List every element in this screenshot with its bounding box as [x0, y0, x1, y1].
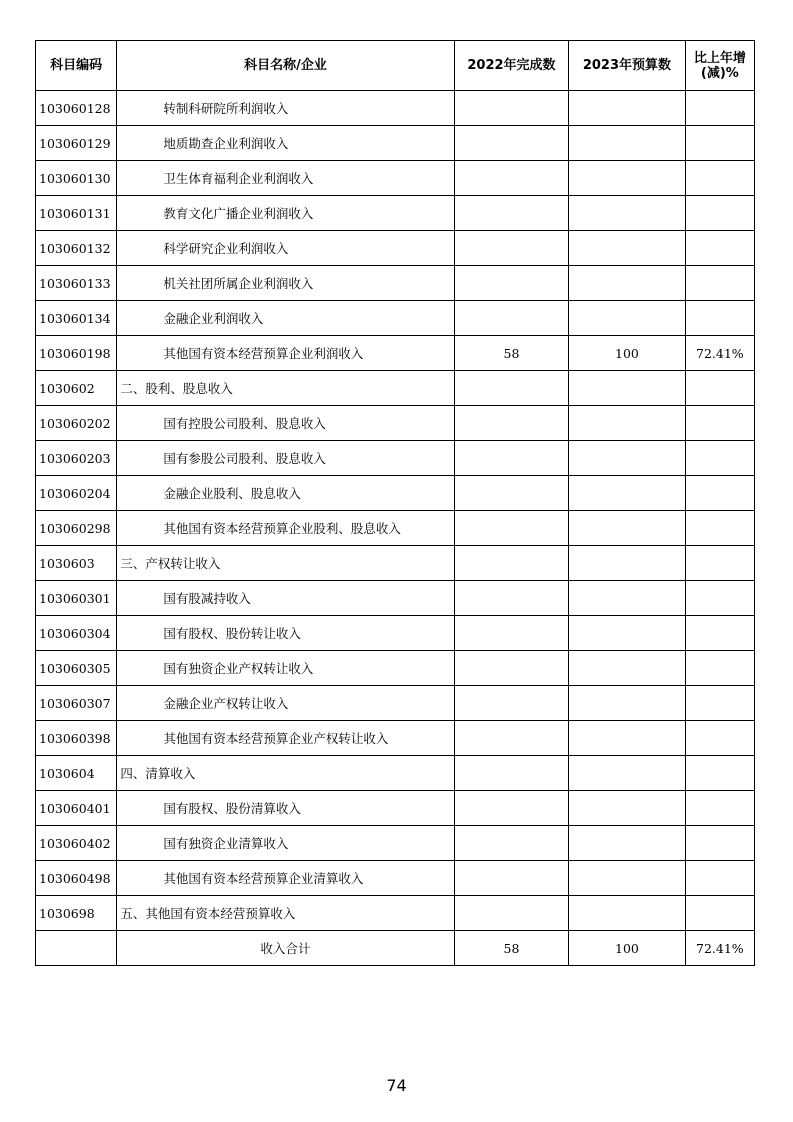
value-change-percent: [685, 581, 754, 616]
header-change-line1: 比上年增: [693, 50, 746, 66]
subject-code: 103060307: [36, 686, 117, 721]
subject-name: 金融企业产权转让收入: [117, 686, 454, 721]
total-row: [36, 931, 755, 966]
subject-code: 103060402: [36, 826, 117, 861]
subject-code: 103060133: [36, 266, 117, 301]
table-row: [36, 651, 755, 686]
subject-name: 四、清算收入: [117, 756, 454, 791]
total-label: 收入合计: [117, 931, 454, 966]
value-2023-budget: [569, 826, 685, 861]
table-row: [36, 896, 755, 931]
value-2022-actual: [454, 266, 568, 301]
total-2022-actual: 58: [454, 931, 568, 966]
subject-code: 103060134: [36, 301, 117, 336]
subject-code: 103060298: [36, 511, 117, 546]
value-2022-actual: [454, 511, 568, 546]
budget-table: [35, 40, 755, 966]
subject-code: 103060398: [36, 721, 117, 756]
value-2023-budget: [569, 756, 685, 791]
value-2023-budget: [569, 896, 685, 931]
subject-code: 103060129: [36, 126, 117, 161]
subject-name: 其他国有资本经营预算企业利润收入: [117, 336, 454, 371]
value-2023-budget: [569, 161, 685, 196]
value-2022-actual: [454, 861, 568, 896]
header-2023-budget: 2023年预算数: [569, 41, 685, 91]
value-2022-actual: [454, 231, 568, 266]
value-2023-budget: [569, 126, 685, 161]
table-row: [36, 301, 755, 336]
value-change-percent: [685, 441, 754, 476]
subject-name: 国有股权、股份转让收入: [117, 616, 454, 651]
header-name: 科目名称/企业: [117, 41, 454, 91]
table-row: [36, 861, 755, 896]
value-2023-budget: [569, 301, 685, 336]
table-row: [36, 511, 755, 546]
value-change-percent: [685, 791, 754, 826]
value-2022-actual: [454, 301, 568, 336]
subject-name: 其他国有资本经营预算企业股利、股息收入: [117, 511, 454, 546]
value-2022-actual: [454, 651, 568, 686]
value-change-percent: [685, 511, 754, 546]
subject-name: 教育文化广播企业利润收入: [117, 196, 454, 231]
subject-code: 103060202: [36, 406, 117, 441]
value-2022-actual: [454, 791, 568, 826]
subject-code: 1030603: [36, 546, 117, 581]
value-change-percent: [685, 896, 754, 931]
subject-code: 103060304: [36, 616, 117, 651]
value-change-percent: [685, 826, 754, 861]
value-2023-budget: [569, 791, 685, 826]
subject-name: 卫生体育福利企业利润收入: [117, 161, 454, 196]
table-row: [36, 721, 755, 756]
subject-code: 1030604: [36, 756, 117, 791]
table-row: [36, 441, 755, 476]
subject-name: 二、股利、股息收入: [117, 371, 454, 406]
value-2022-actual: [454, 441, 568, 476]
subject-code: 103060132: [36, 231, 117, 266]
value-2023-budget: [569, 371, 685, 406]
value-change-percent: [685, 546, 754, 581]
subject-code: 103060128: [36, 91, 117, 126]
value-2022-actual: [454, 756, 568, 791]
value-change-percent: [685, 721, 754, 756]
header-change-line2: (减)%: [700, 65, 739, 81]
value-2022-actual: [454, 161, 568, 196]
value-change-percent: [685, 231, 754, 266]
table-row: [36, 791, 755, 826]
value-2022-actual: [454, 686, 568, 721]
table-row: [36, 406, 755, 441]
value-2023-budget: [569, 91, 685, 126]
value-2023-budget: [569, 546, 685, 581]
table-row: [36, 826, 755, 861]
subject-name: 三、产权转让收入: [117, 546, 454, 581]
table-row: [36, 476, 755, 511]
value-change-percent: [685, 686, 754, 721]
value-2022-actual: [454, 196, 568, 231]
subject-name: 金融企业股利、股息收入: [117, 476, 454, 511]
table-row: [36, 546, 755, 581]
subject-name: 地质勘查企业利润收入: [117, 126, 454, 161]
value-change-percent: [685, 756, 754, 791]
subject-code: 103060498: [36, 861, 117, 896]
table-row: [36, 686, 755, 721]
value-2022-actual: [454, 581, 568, 616]
table-row: [36, 266, 755, 301]
subject-name: 五、其他国有资本经营预算收入: [117, 896, 454, 931]
value-change-percent: [685, 126, 754, 161]
value-change-percent: [685, 371, 754, 406]
value-change-percent: [685, 651, 754, 686]
subject-name: 转制科研院所利润收入: [117, 91, 454, 126]
subject-name: 机关社团所属企业利润收入: [117, 266, 454, 301]
table-row: [36, 231, 755, 266]
value-2023-budget: [569, 686, 685, 721]
table-row: [36, 196, 755, 231]
value-2023-budget: [569, 581, 685, 616]
value-2022-actual: 58: [454, 336, 568, 371]
value-2023-budget: [569, 196, 685, 231]
value-change-percent: [685, 161, 754, 196]
total-change-percent: 72.41%: [685, 931, 754, 966]
value-2022-actual: [454, 371, 568, 406]
page-number: 74: [386, 1076, 407, 1095]
value-change-percent: [685, 91, 754, 126]
subject-name: 国有独资企业清算收入: [117, 826, 454, 861]
value-2023-budget: [569, 406, 685, 441]
subject-code: 103060305: [36, 651, 117, 686]
header-code: 科目编码: [36, 41, 117, 91]
subject-name: 科学研究企业利润收入: [117, 231, 454, 266]
subject-name: 国有控股公司股利、股息收入: [117, 406, 454, 441]
value-2023-budget: [569, 231, 685, 266]
subject-code: 103060131: [36, 196, 117, 231]
value-2023-budget: [569, 861, 685, 896]
table-row: [36, 161, 755, 196]
subject-name: 其他国有资本经营预算企业产权转让收入: [117, 721, 454, 756]
subject-code: 103060130: [36, 161, 117, 196]
value-2022-actual: [454, 616, 568, 651]
value-change-percent: [685, 301, 754, 336]
value-change-percent: 72.41%: [685, 336, 754, 371]
subject-code: 103060204: [36, 476, 117, 511]
subject-name: 其他国有资本经营预算企业清算收入: [117, 861, 454, 896]
table-body: [36, 91, 755, 966]
value-2023-budget: 100: [569, 336, 685, 371]
table-header: [36, 41, 755, 91]
value-change-percent: [685, 476, 754, 511]
table-row: [36, 756, 755, 791]
subject-name: 国有股权、股份清算收入: [117, 791, 454, 826]
total-code: [36, 931, 117, 966]
table-row: [36, 616, 755, 651]
table-row: [36, 371, 755, 406]
value-change-percent: [685, 406, 754, 441]
value-2023-budget: [569, 616, 685, 651]
subject-code: 103060301: [36, 581, 117, 616]
value-2023-budget: [569, 476, 685, 511]
subject-code: 103060198: [36, 336, 117, 371]
subject-name: 国有参股公司股利、股息收入: [117, 441, 454, 476]
value-2022-actual: [454, 406, 568, 441]
value-2022-actual: [454, 546, 568, 581]
value-change-percent: [685, 196, 754, 231]
value-2023-budget: [569, 651, 685, 686]
value-2022-actual: [454, 126, 568, 161]
subject-name: 国有股减持收入: [117, 581, 454, 616]
subject-code: 103060203: [36, 441, 117, 476]
value-2022-actual: [454, 91, 568, 126]
total-2023-budget: 100: [569, 931, 685, 966]
value-change-percent: [685, 861, 754, 896]
subject-name: 金融企业利润收入: [117, 301, 454, 336]
value-2023-budget: [569, 441, 685, 476]
table-row: [36, 336, 755, 371]
value-2023-budget: [569, 511, 685, 546]
value-2022-actual: [454, 826, 568, 861]
header-2022-actual: 2022年完成数: [454, 41, 568, 91]
subject-code: 1030602: [36, 371, 117, 406]
subject-code: 1030698: [36, 896, 117, 931]
subject-name: 国有独资企业产权转让收入: [117, 651, 454, 686]
value-2023-budget: [569, 721, 685, 756]
header-change-percent: [685, 41, 754, 91]
value-2023-budget: [569, 266, 685, 301]
subject-code: 103060401: [36, 791, 117, 826]
header-row: [36, 41, 755, 91]
value-2022-actual: [454, 721, 568, 756]
value-change-percent: [685, 266, 754, 301]
table-row: [36, 91, 755, 126]
value-change-percent: [685, 616, 754, 651]
value-2022-actual: [454, 476, 568, 511]
table-row: [36, 581, 755, 616]
value-2022-actual: [454, 896, 568, 931]
table-row: [36, 126, 755, 161]
